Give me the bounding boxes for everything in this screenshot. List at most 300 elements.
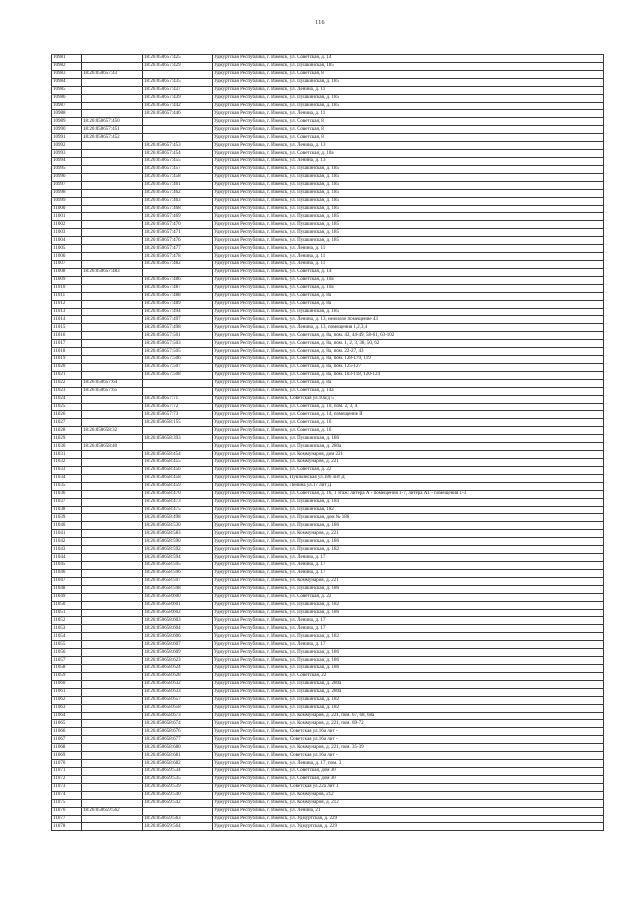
address-cell: Удмуртская Республика, г. Ижевск, ул. Советская, 8 (213, 70, 604, 78)
address-cell: Удмуртская Республика, г. Ижевск, ул. Пушкинская, д. 186 (213, 522, 604, 530)
address-cell: Удмуртская Республика, г. Ижевск, ул. Ленина, д. 17 (213, 625, 604, 633)
table-row (52, 585, 604, 593)
cadastral-number-building-cell (82, 253, 143, 261)
cadastral-number-premises-cell: 18:26:050657:435 (143, 78, 213, 86)
cadastral-number-building-cell (82, 783, 143, 791)
address-cell: Удмуртская Республика, г. Ижевск, ул. Коммунаров, д. 221 (213, 530, 604, 538)
cadastral-number-premises-cell: 18:26:050657:478 (143, 253, 213, 261)
table-row (52, 443, 604, 451)
cadastral-number-building-cell (82, 363, 143, 371)
address-cell: Удмуртская Республика, г. Ижевск, ул. Советская, д. 22 (213, 466, 604, 474)
cadastral-number-premises-cell (143, 443, 213, 451)
table-row (52, 260, 604, 268)
address-cell: Удмуртская Республика, г. Ижевск, ул. Ленина, д. 17, пом. 3 (213, 760, 604, 768)
cadastral-number-building-cell (82, 62, 143, 70)
cadastral-number-premises-cell: 18:26:050658:598 (143, 585, 213, 593)
table-row (52, 767, 604, 775)
row-number-cell: 11005 (52, 245, 82, 253)
cadastral-number-building-cell (82, 237, 143, 245)
address-cell: Удмуртская Республика, г. Ижевск, ул. Советская, д. 8а (213, 292, 604, 300)
row-number-cell: 11033 (52, 466, 82, 474)
table-row (52, 55, 604, 63)
row-number-cell: 11031 (52, 451, 82, 459)
table-row (52, 593, 604, 601)
row-number-cell: 11010 (52, 284, 82, 292)
cadastral-number-premises-cell: 18:26:050658:596 (143, 569, 213, 577)
cadastral-number-building-cell (82, 657, 143, 665)
cadastral-number-building-cell (82, 688, 143, 696)
address-cell: Удмуртская Республика, г. Ижевск, ул. Советская, 8 (213, 134, 604, 142)
table-row (52, 451, 604, 459)
table-row (52, 94, 604, 102)
cadastral-number-building-cell (82, 308, 143, 316)
cadastral-number-premises-cell (143, 268, 213, 276)
cadastral-number-premises-cell: 18:26:050657:503 (143, 340, 213, 348)
cadastral-number-premises-cell: 18:26:050657:486 (143, 276, 213, 284)
row-number-cell: 10990 (52, 126, 82, 134)
table-row (52, 150, 604, 158)
cadastral-number-premises-cell: 18:26:050658:604 (143, 625, 213, 633)
row-number-cell: 11038 (52, 506, 82, 514)
address-cell: Удмуртская Республика, г. Ижевск, ул. Пушкинская, д. 186 (213, 435, 604, 443)
row-number-cell: 11045 (52, 562, 82, 570)
row-number-cell: 11017 (52, 340, 82, 348)
table-row (52, 134, 604, 142)
row-number-cell: 11050 (52, 601, 82, 609)
row-number-cell: 10981 (52, 55, 82, 63)
table-row (52, 197, 604, 205)
cadastral-number-premises-cell: 18:26:050657:487 (143, 284, 213, 292)
address-cell: Удмуртская Республика, г. Ижевск, ул. Коммунаров, дом 221 (213, 451, 604, 459)
address-cell: Удмуртская Республика, г. Ижевск, ул. Советская, д. 8а (213, 300, 604, 308)
row-number-cell: 11073 (52, 783, 82, 791)
cadastral-number-building-cell (82, 284, 143, 292)
cadastral-number-premises-cell: 18:26:050659:564 (143, 823, 213, 831)
row-number-cell: 10984 (52, 78, 82, 86)
table-row (52, 664, 604, 672)
cadastral-number-building-cell: 18:26:050657:43 (82, 70, 143, 78)
row-number-cell: 11041 (52, 530, 82, 538)
table-row (52, 466, 604, 474)
cadastral-number-building-cell (82, 157, 143, 165)
address-cell: Удмуртская Республика, г. Ижевск, ул. Коммунаров, 212 (213, 791, 604, 799)
cadastral-number-building-cell: 18:26:050658:40 (82, 443, 143, 451)
row-number-cell: 10985 (52, 86, 82, 94)
address-cell: Удмуртская Республика, г. Ижевск, ул. Пушкинская, д. 182 (213, 601, 604, 609)
cadastral-number-building-cell (82, 514, 143, 522)
address-cell: Удмуртская Республика, г. Ижевск, ул. Советская, д. 8а, пом. 125-127 (213, 363, 604, 371)
cadastral-number-premises-cell: 18:26:050657:506 (143, 356, 213, 364)
cadastral-number-building-cell (82, 395, 143, 403)
cadastral-number-building-cell (82, 142, 143, 150)
cadastral-number-premises-cell: 18:26:050658:628 (143, 672, 213, 680)
cadastral-number-premises-cell: 18:26:050657:482 (143, 260, 213, 268)
row-number-cell: 11068 (52, 744, 82, 752)
table-row (52, 387, 604, 395)
cadastral-number-building-cell (82, 292, 143, 300)
cadastral-number-building-cell (82, 356, 143, 364)
address-cell: Удмуртская Республика, г. Ижевск, ул. Пушкинская, д. 185 (213, 189, 604, 197)
cadastral-number-building-cell (82, 490, 143, 498)
table-row (52, 704, 604, 712)
table-row (52, 268, 604, 276)
address-cell: Удмуртская Республика, г. Ижевск, ул. Пушкинская, д. 186 (213, 609, 604, 617)
row-number-cell: 11019 (52, 356, 82, 364)
cadastral-number-premises-cell: 18:26:050657:498 (143, 324, 213, 332)
cadastral-number-building-cell (82, 102, 143, 110)
address-register-body (52, 55, 604, 831)
table-row (52, 308, 604, 316)
cadastral-number-building-cell (82, 213, 143, 221)
address-cell: Удмуртская Республика, г. Ижевск, ул. Пушкинская, дом № 186 (213, 514, 604, 522)
address-cell: Удмуртская Республика, г. Ижевск, ул. Советская, д. 16 (213, 427, 604, 435)
cadastral-number-building-cell (82, 593, 143, 601)
cadastral-number-premises-cell: 18:26:050657:457 (143, 165, 213, 173)
cadastral-number-building-cell (82, 245, 143, 253)
cadastral-number-premises-cell: 18:26:050657:446 (143, 110, 213, 118)
cadastral-number-building-cell: 18:26:050659:562 (82, 807, 143, 815)
cadastral-number-premises-cell: 18:26:050658:454 (143, 451, 213, 459)
cadastral-number-premises-cell: 18:26:050658:597 (143, 577, 213, 585)
cadastral-number-building-cell (82, 577, 143, 585)
table-row (52, 102, 604, 110)
table-row (52, 680, 604, 688)
cadastral-number-building-cell (82, 696, 143, 704)
cadastral-number-premises-cell: 18:26:050657:425 (143, 55, 213, 63)
row-number-cell: 11036 (52, 490, 82, 498)
row-number-cell: 11026 (52, 411, 82, 419)
table-row (52, 371, 604, 379)
address-cell: Удмуртская Республика, г. Ижевск, ул. Советская, д. 10а (213, 276, 604, 284)
table-row (52, 760, 604, 768)
table-row (52, 395, 604, 403)
table-row (52, 245, 604, 253)
cadastral-number-premises-cell: 18:26:050658:456 (143, 466, 213, 474)
cadastral-number-premises-cell: 18:26:050658:681 (143, 752, 213, 760)
cadastral-number-building-cell (82, 546, 143, 554)
cadastral-number-premises-cell: 18:26:050658:603 (143, 617, 213, 625)
row-number-cell: 11065 (52, 720, 82, 728)
table-row (52, 356, 604, 364)
row-number-cell: 11075 (52, 799, 82, 807)
table-row (52, 181, 604, 189)
table-row (52, 189, 604, 197)
address-cell: Удмуртская Республика, г. Ижевск, ул. Советская, д. 10а (213, 150, 604, 158)
address-cell: Удмуртская Республика, г. Ижевск, Советская ул.16а лит - (213, 728, 604, 736)
cadastral-number-building-cell (82, 348, 143, 356)
row-number-cell: 11053 (52, 625, 82, 633)
cadastral-number-building-cell (82, 474, 143, 482)
address-cell: Удмуртская Республика, г. Ижевск, Советская ул.16а лит - (213, 752, 604, 760)
address-cell: Удмуртская Республика, г. Ижевск, ул. Пушкинская, д. 184 (213, 498, 604, 506)
cadastral-number-building-cell (82, 522, 143, 530)
address-cell: Удмуртская Республика, г. Ижевск, ул. Ленина, д. 11 (213, 86, 604, 94)
cadastral-number-premises-cell: 18:26:050657:461 (143, 181, 213, 189)
cadastral-number-building-cell (82, 744, 143, 752)
cadastral-number-building-cell (82, 728, 143, 736)
cadastral-number-building-cell (82, 276, 143, 284)
address-cell: Удмуртская Республика, г. Ижевск, ул. Пушкинская, д. 185 (213, 78, 604, 86)
cadastral-number-building-cell (82, 601, 143, 609)
row-number-cell: 11007 (52, 260, 82, 268)
address-cell: Удмуртская Республика, г. Ижевск, ул. Ленина, д. 13, нежилое помещение 43 (213, 316, 604, 324)
address-cell: Удмуртская Республика, г. Ижевск, ул. Пушкинская, д. 186 (213, 585, 604, 593)
cadastral-number-building-cell (82, 823, 143, 831)
cadastral-number-premises-cell: 18:26:050657:455 (143, 157, 213, 165)
table-row (52, 221, 604, 229)
row-number-cell: 11077 (52, 815, 82, 823)
address-cell: Удмуртская Республика, г. Ижевск, ул. Советская, д. 8а, пом. 103-118, 120-124 (213, 371, 604, 379)
row-number-cell: 10982 (52, 62, 82, 70)
row-number-cell: 11028 (52, 427, 82, 435)
table-row (52, 744, 604, 752)
address-cell: Удмуртская Республика, г. Ижевск, ул. Пушкинская, 182 (213, 506, 604, 514)
address-cell: Удмуртская Республика, г. Ижевск, ул. Советская, д. 14 (213, 55, 604, 63)
cadastral-number-building-cell (82, 403, 143, 411)
cadastral-number-premises-cell: 18:26:050659:535 (143, 775, 213, 783)
row-number-cell: 11049 (52, 593, 82, 601)
cadastral-number-premises-cell: 18:26:050658:155 (143, 419, 213, 427)
table-row (52, 292, 604, 300)
address-cell: Удмуртская Республика, г. Ижевск, ул. Пушкинская, д. 280а (213, 688, 604, 696)
address-cell: Удмуртская Республика, г. Ижевск, ул. Советская, дом 30 (213, 767, 604, 775)
row-number-cell: 11001 (52, 213, 82, 221)
cadastral-number-premises-cell: 18:26:050658:590 (143, 538, 213, 546)
row-number-cell: 11067 (52, 736, 82, 744)
address-cell: Удмуртская Республика, г. Ижевск, ул. Советская, д. 8а, пом. 128-179, 119 (213, 356, 604, 364)
row-number-cell: 11066 (52, 728, 82, 736)
cadastral-number-building-cell: 18:26:050657:451 (82, 126, 143, 134)
row-number-cell: 10983 (52, 70, 82, 78)
cadastral-number-building-cell (82, 466, 143, 474)
cadastral-number-building-cell (82, 340, 143, 348)
cadastral-number-building-cell (82, 752, 143, 760)
row-number-cell: 11006 (52, 253, 82, 261)
table-row (52, 86, 604, 94)
row-number-cell: 11042 (52, 538, 82, 546)
table-row (52, 340, 604, 348)
cadastral-number-building-cell (82, 736, 143, 744)
cadastral-number-building-cell (82, 649, 143, 657)
cadastral-number-premises-cell: 18:26:050658:498 (143, 514, 213, 522)
row-number-cell: 10999 (52, 197, 82, 205)
row-number-cell: 11072 (52, 775, 82, 783)
cadastral-number-premises-cell: 18:26:050658:602 (143, 609, 213, 617)
row-number-cell: 11060 (52, 680, 82, 688)
cadastral-number-building-cell (82, 815, 143, 823)
cadastral-number-premises-cell: 18:26:050657:463 (143, 197, 213, 205)
row-number-cell: 11015 (52, 324, 82, 332)
cadastral-number-building-cell (82, 181, 143, 189)
address-cell: Удмуртская Республика, г. Ижевск, ул. Пушкинская, д. 182 (213, 633, 604, 641)
cadastral-number-building-cell (82, 197, 143, 205)
address-cell: Удмуртская Республика, г. Ижевск, ул. Советская, д. 8а, пом. 1, 2, 3, 38, 50, 62 (213, 340, 604, 348)
cadastral-number-premises-cell: 18:26:050657:453 (143, 142, 213, 150)
table-row (52, 205, 604, 213)
row-number-cell: 10994 (52, 157, 82, 165)
row-number-cell: 11059 (52, 672, 82, 680)
cadastral-number-premises-cell: 18:26:050658:673 (143, 712, 213, 720)
cadastral-number-premises-cell: 18:26:050657:471 (143, 229, 213, 237)
cadastral-number-premises-cell: 18:26:050657:454 (143, 150, 213, 158)
cadastral-number-building-cell: 18:26:050657:483 (82, 268, 143, 276)
cadastral-number-building-cell (82, 300, 143, 308)
cadastral-number-premises-cell: 18:26:050657:71 (143, 395, 213, 403)
address-cell: Удмуртская Республика, г. Ижевск, ул. Пушкинская, д. 185 (213, 173, 604, 181)
address-cell: Удмуртская Республика, г. Ижевск, ул. Ленина, д. 13 (213, 142, 604, 150)
address-cell: Удмуртская Республика, г. Ижевск, ул. Удмуртская, д. 229 (213, 823, 604, 831)
cadastral-number-premises-cell: 18:26:050658:455 (143, 459, 213, 467)
cadastral-number-premises-cell: 18:26:050657:442 (143, 102, 213, 110)
address-cell: Удмуртская Республика, г. Ижевск, ул. Пушкинская, д. 185 (213, 102, 604, 110)
address-cell: Удмуртская Республика, г. Ижевск, ул. Советская, д. 14, помещение II (213, 411, 604, 419)
address-cell: Удмуртская Республика, г. Ижевск, ул. Советская, д. 14а (213, 387, 604, 395)
table-row (52, 609, 604, 617)
cadastral-number-premises-cell: 18:26:050658:475 (143, 506, 213, 514)
address-cell: Удмуртская Республика, г. Ижевск, ул. Коммунаров, д. 221, пом. 69-72 (213, 720, 604, 728)
cadastral-number-premises-cell: 18:26:050658:592 (143, 546, 213, 554)
table-row (52, 474, 604, 482)
address-cell: Удмуртская Республика, г. Ижевск, ул. Удмуртская, д. 229 (213, 815, 604, 823)
cadastral-number-building-cell (82, 55, 143, 63)
cadastral-number-building-cell: 18:26:050657:452 (82, 134, 143, 142)
table-row (52, 799, 604, 807)
row-number-cell: 10988 (52, 110, 82, 118)
address-register-table (51, 54, 604, 831)
table-row (52, 482, 604, 490)
address-cell: Удмуртская Республика, г. Ижевск, ул. Ленина, д. 13, помещения 1,2,3,4 (213, 324, 604, 332)
address-cell: Удмуртская Республика, г. Ижевск, ул. Ленина, д. 11 (213, 110, 604, 118)
table-row (52, 688, 604, 696)
table-row (52, 554, 604, 562)
row-number-cell: 11046 (52, 569, 82, 577)
cadastral-number-premises-cell: 18:26:050658:677 (143, 736, 213, 744)
row-number-cell: 11056 (52, 649, 82, 657)
address-cell: Удмуртская Республика, г. Ижевск, ул. Советская, д. 10а (213, 284, 604, 292)
table-row (52, 617, 604, 625)
cadastral-number-building-cell (82, 316, 143, 324)
address-cell: Удмуртская Республика, г. Ижевск, Советская ул.10а/д 5 (213, 395, 604, 403)
address-cell: Удмуртская Республика, г. Ижевск, ул. Ленина, 21 (213, 807, 604, 815)
address-cell: Удмуртская Республика, г. Ижевск, ул. Ленина, д. 17 (213, 554, 604, 562)
row-number-cell: 11074 (52, 791, 82, 799)
address-cell: Удмуртская Республика, г. Ижевск, ул. Пушкинская, д. 185 (213, 205, 604, 213)
table-row (52, 435, 604, 443)
cadastral-number-premises-cell: 18:26:050657:501 (143, 332, 213, 340)
cadastral-number-premises-cell: 18:26:050658:601 (143, 601, 213, 609)
table-row (52, 752, 604, 760)
cadastral-number-building-cell (82, 165, 143, 173)
cadastral-number-building-cell (82, 459, 143, 467)
table-row (52, 363, 604, 371)
cadastral-number-premises-cell: 18:26:050659:563 (143, 815, 213, 823)
table-row (52, 78, 604, 86)
cadastral-number-building-cell (82, 229, 143, 237)
row-number-cell: 11021 (52, 371, 82, 379)
cadastral-number-premises-cell (143, 126, 213, 134)
table-row (52, 276, 604, 284)
address-cell: Удмуртская Республика, г. Ижевск, Ленина ул.17 лит Д (213, 482, 604, 490)
table-row (52, 316, 604, 324)
address-cell: Удмуртская Республика, г. Ижевск, ул. Пушкинская, д. 185 (213, 181, 604, 189)
table-row (52, 791, 604, 799)
row-number-cell: 10986 (52, 94, 82, 102)
address-cell: Удмуртская Республика, г. Ижевск, ул. Ленина, д. 11 (213, 245, 604, 253)
address-cell: Удмуртская Республика, г. Ижевск, ул. Советская, д. 8а (213, 379, 604, 387)
row-number-cell: 11029 (52, 435, 82, 443)
cadastral-number-premises-cell: 18:26:050657:505 (143, 348, 213, 356)
cadastral-number-building-cell (82, 664, 143, 672)
table-row (52, 736, 604, 744)
cadastral-number-premises-cell (143, 379, 213, 387)
address-cell: Удмуртская Республика, г. Ижевск, ул. Пушкинская, д. 185 (213, 221, 604, 229)
row-number-cell: 11032 (52, 459, 82, 467)
table-row (52, 213, 604, 221)
address-cell: Удмуртская Республика, г. Ижевск, ул. Пушкинская, д. 182 (213, 546, 604, 554)
cadastral-number-premises-cell: 18:26:050657:458 (143, 173, 213, 181)
cadastral-number-premises-cell: 18:26:050658:623 (143, 657, 213, 665)
cadastral-number-building-cell (82, 94, 143, 102)
address-cell: Удмуртская Республика, г. Ижевск, ул. Советская, 22 (213, 672, 604, 680)
table-row (52, 775, 604, 783)
row-number-cell: 11044 (52, 554, 82, 562)
address-cell: Удмуртская Республика, г. Ижевск, ул. Пушкинская, д. 280а (213, 680, 604, 688)
cadastral-number-building-cell (82, 419, 143, 427)
address-cell: Удмуртская Республика, г. Ижевск, ул. Советская, д. 16 (213, 419, 604, 427)
table-row (52, 348, 604, 356)
table-row (52, 657, 604, 665)
table-row (52, 506, 604, 514)
row-number-cell: 11011 (52, 292, 82, 300)
row-number-cell: 11020 (52, 363, 82, 371)
table-row (52, 720, 604, 728)
cadastral-number-building-cell (82, 324, 143, 332)
row-number-cell: 11024 (52, 395, 82, 403)
cadastral-number-premises-cell (143, 807, 213, 815)
table-row (52, 569, 604, 577)
row-number-cell: 11034 (52, 474, 82, 482)
cadastral-number-premises-cell: 18:26:050658:658 (143, 704, 213, 712)
address-cell: Удмуртская Республика, г. Ижевск, ул. Коммунаров, д. 221, пом. 35-39 (213, 744, 604, 752)
row-number-cell: 11013 (52, 308, 82, 316)
cadastral-number-building-cell (82, 585, 143, 593)
row-number-cell: 11062 (52, 696, 82, 704)
cadastral-number-building-cell (82, 767, 143, 775)
cadastral-number-building-cell: 18:26:050657:65 (82, 387, 143, 395)
table-row (52, 62, 604, 70)
row-number-cell: 11008 (52, 268, 82, 276)
row-number-cell: 10987 (52, 102, 82, 110)
table-row (52, 625, 604, 633)
cadastral-number-premises-cell: 18:26:050659:540 (143, 791, 213, 799)
cadastral-number-premises-cell (143, 70, 213, 78)
row-number-cell: 11063 (52, 704, 82, 712)
table-row (52, 696, 604, 704)
address-cell: Удмуртская Республика, г. Ижевск, ул. Пушкинская, д. 186 (213, 664, 604, 672)
cadastral-number-premises-cell: 18:26:050657:507 (143, 363, 213, 371)
address-cell: Удмуртская Республика, г. Ижевск, ул. Ленина, д. 17 (213, 569, 604, 577)
cadastral-number-premises-cell: 18:26:050657:437 (143, 86, 213, 94)
table-row (52, 237, 604, 245)
address-cell: Удмуртская Республика, г. Ижевск, ул. Пушкинская, д. 185 (213, 197, 604, 205)
address-cell: Удмуртская Республика, г. Ижевск, ул. Ленина, д. 17 (213, 617, 604, 625)
table-row (52, 324, 604, 332)
address-cell: Удмуртская Республика, г. Ижевск, ул. Советская, д. 8а, пом. 42, 44-49, 58-61, 63-102 (213, 332, 604, 340)
cadastral-number-premises-cell (143, 134, 213, 142)
row-number-cell: 11055 (52, 641, 82, 649)
table-row (52, 490, 604, 498)
row-number-cell: 11047 (52, 577, 82, 585)
